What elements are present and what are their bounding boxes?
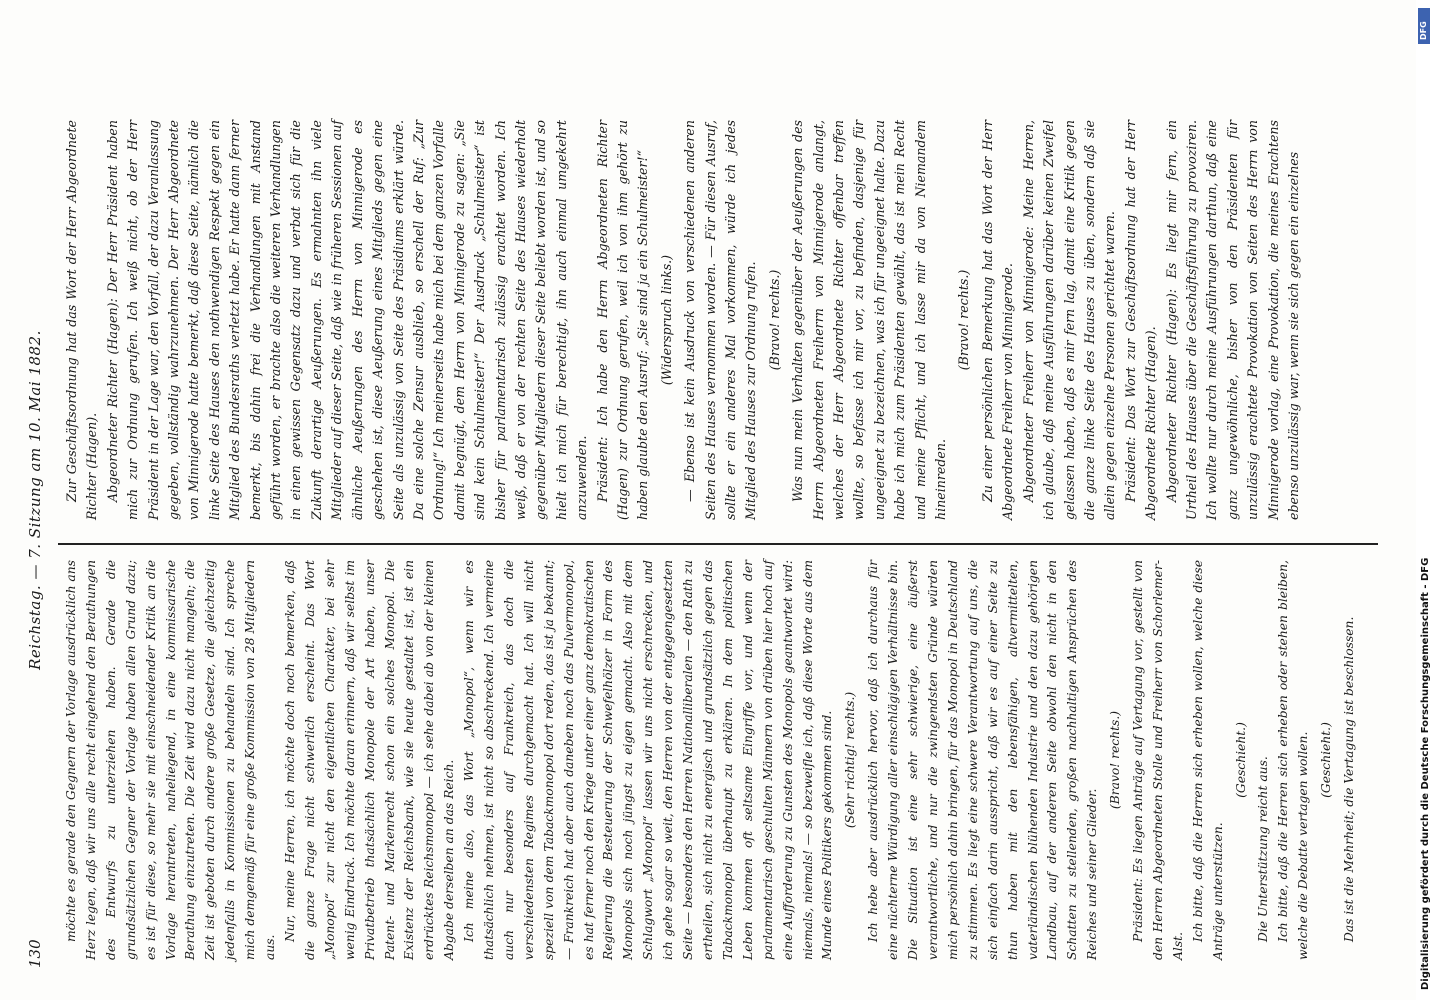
paragraph: Das ist die Mehrheit; die Vertagung ist beschlossen. <box>1342 616 1357 942</box>
paragraph: Die Unterstützung reicht aus. <box>1256 756 1271 942</box>
paragraph: Zur Geschäftsordnung hat das Wort der Herr Abgeordnete Richter (Hagen). <box>64 120 100 520</box>
paragraph: möchte es gerade den Gegnern der Vorlage ausdrücklich ans Herz legen, daß wir uns alle recht eingehend den Berathungen des Entwurfs zu unterziehen haben. Gerade die grundsätzlichen Gegner der Vorlage haben allen Grund dazu; es ist für diese, so mehr sie mit einschneidender Kritik an die Vorlage herantreten, naheliegend, in eine kommissarische Berathung einzutreten. Die Zeit wird dazu nicht mangeln; die Zeit ist geboten durch andere große Gesetze, die gleichzeitig jedenfalls in Kommissionen zu behandeln sind. Ich spreche mich demgemäß für eine große Kommission von 28 Mitgliedern aus. <box>64 560 278 960</box>
paragraph: Ich meine also, das Wort „Monopol“, wenn wir es thatsächlich nehmen, ist nicht so abschreckend. Ich vermeine auch nur besonders auf Frankreich, das doch die verschiedensten Regimes durchgemacht hat. Ich will nicht speziell von dem Tabackmonopol dort reden, das ist ja bekannt; — Frankreich hat aber auch daneben noch das Pulvermonopol, es hat ferner noch den Kriege unter einer ganz demokratischen Regierung die Besteuerung der Schwefelhölzer in Form des Monopols sich noch jüngst zu eigen gemacht. Also mit dem Schlagwort „Monopol“ lassen wir uns nicht erschrecken, und ich gehe sogar so weit, den Herren von der entgegengesetzten Seite — besonders den Herren Nationalliberalen — den Rath zu ertheilen, sich nicht zu energisch und grundsätzlich gegen das Tabackmonopol überhaupt zu erklären. In dem politischen Leben kommen oft seltsame Eingriffe vor, und wenn der parlamentarisch geschulten Männern von drüben hier hoch auf eine Aufforderung zu Gunsten des Monopols geantwortet wird: niemals, niemals! — so bezweifle ich, daß diese Worte aus dem Munde eines Politikers gekommen sind. <box>462 560 835 960</box>
interjection: (Bravo! rechts.) <box>956 269 972 371</box>
page-header <box>26 30 50 970</box>
interjection: (Bravo! rechts.) <box>1108 710 1123 810</box>
dfg-logo: DFG <box>1418 8 1430 44</box>
paragraph: Abgeordneter Richter (Hagen): Es liegt mir fern, ein Urtheil des Hauses über die Geschäftsführung zu provoziren. Ich wollte nur durch meine Ausführungen darthun, daß eine ganz ungewöhnliche, bisher von den Präsidenten für unzulässig erachtete Provokation von Seiten des Herrn von Minnigerode vorlag, eine Provokation, die meines Erachtens ebenso unzulässig war, wenn sie sich gegen ein einzelnes <box>1163 120 1301 520</box>
right-column <box>62 120 1304 520</box>
column-divider <box>58 543 1378 545</box>
paragraph: Präsident: Es liegen Anträge auf Vertagung vor, gestellt von den Herren Abgeordneten Stolle und Freiherr von Schorlemer-Alst. <box>1131 560 1185 960</box>
interjection: (Geschieht.) <box>1319 722 1334 798</box>
interjection: (Bravo! rechts.) <box>766 269 782 371</box>
paragraph: Ich bitte, daß die Herren sich erheben wollen, welche diese Anträge unterstützen. <box>1190 560 1225 960</box>
interjection: (Sehr richtig! rechts.) <box>843 691 858 829</box>
paragraph: Zu einer persönlichen Bemerkung hat das Wort der Herr Abgeordnete Freiherr von Minnigerode. <box>979 120 1016 520</box>
paragraph: Nur, meine Herren, ich möchte doch noch bemerken, daß die ganze Frage nicht schwerlich erscheint. Das Wort „Monopol“ zur nicht den eigentlichen Charakter, bei sehr wenig Eindruck. Ich möchte daran erinnern, daß wir selbst im Privatbetrieb thatsächlich Monopole der Art haben, unser Patent- und Markenrecht schon ein solches Monopol. Die Existenz der Reichsbank, wie sie heute gestaltet ist, ist ein erdrücktes Reichsmonopol — ich sehe dabei ab von der kleinen Abgabe derselben an das Reich. <box>282 560 457 960</box>
paragraph: Ich bitte, daß die Herren sich erheben oder stehen bleiben, welche die Debatte vertagen wollen. <box>1276 560 1311 960</box>
funding-notice: Digitalisierung gefördert durch die Deutsche Forschungsgemeinschaft - DFG <box>1420 557 1431 990</box>
paragraph: Abgeordneter Richter (Hagen): Der Herr Präsident haben mich zur Ordnung gerufen. Ich weiß nicht, ob der Herr Präsident in der Lage war, den Vorfall, der dazu Veranlassung gegeben, vollständig wahrzunehmen. Der Herr Abgeordnete von Minnigerode hatte bemerkt, daß diese Seite, nämlich die linke Seite des Hauses den nothwendigen Respekt gegen ein Mitglied des Bundesraths verletzt habe. Er hatte dann ferner bemerkt, bis dahin frei die Verhandlungen mit Anstand geführt worden, er brachte also die weiteren Verhandlungen in einen gewissen Gegensatz dazu und verbat sich für die Zukunft derartige Aeußerungen. Es ermahnten ihn viele Mitglieder auf dieser Seite, daß wie in früheren Sessionen auf ähnliche Aeußerungen des Herrn von Minnigerode es geschehen ist, diese Aeußerung eines Mitglieds gegen eine Seite als unzulässig von Seite des Präsidiums erklärt würde. Da eine solche Zensur ausblieb, so erschell der Ruf: „Zur Ordnung!“ Ich meinerseits habe mich bei dem ganzen Vorfalle damit begnügt, dem Herrn von Minnigerode zu sagen: „Sie sind kein Schulmeister!“ Der Ausdruck „Schulmeister“ ist bisher für parlamentarisch zulässig erachtet worden. Ich weiß, daß er von der rechten Seite des Hauses wiederholt gegenüber Mitgliedern dieser Seite beliebt worden ist, und so hielt ich mich für berechtigt, ihn auch einmal umgekehrt anzuwenden. <box>104 120 590 520</box>
paragraph: Abgeordneter Freiherr von Minnigerode: Meine Herren, ich glaube, daß meine Ausführungen darüber keinen Zweifel gelassen haben, daß es mir fern lag, damit eine Kritik gegen die ganze linke Seite des Hauses zu üben, sondern daß sie allein gegen einzelne Personen gerichtet waren. <box>1020 120 1118 520</box>
paragraph: Präsident: Ich habe den Herrn Abgeordneten Richter (Hagen) zur Ordnung gerufen, weil ich von ihm gehört zu haben glaubte den Ausruf: „Sie sind ja ein Schulmeister!“ <box>594 120 651 520</box>
page-number: 130 <box>26 939 44 968</box>
paragraph: Was nun mein Verhalten gegenüber der Aeußerungen des Herrn Abgeordneten Freiherrn von Minnigerode anlangt, welches der Herr Abgeordnete Richter offenbar treffen wollte, so befasse ich mir vor, zu befinden, dasjenige für ungeeignet zu bezeichnen, was ich für ungeeignet halte. Dazu habe ich mich zum Präsidenten gewählt, das ist mein Recht und meine Pflicht, und ich lasse mir da von Niemandem hineinreden. <box>790 120 949 520</box>
paragraph: Präsident: Das Wort zur Geschäftsordnung hat der Herr Abgeordnete Richter (Hagen). <box>1122 120 1159 520</box>
paragraph: — Ebenso ist kein Ausdruck von verschiedenen anderen Seiten des Hauses vernommen worden. — Für diesen Ausruf, sollte er ein anderes Mal vorkommen, würde ich jedes Mitglied des Hauses zur Ordnung rufen. <box>682 120 759 520</box>
running-title: Reichstag. — 7. Sitzung am 10. Mai 1882. <box>26 330 44 670</box>
interjection: (Widerspruch links.) <box>658 254 674 386</box>
left-column <box>62 560 1360 960</box>
interjection: (Geschieht.) <box>1233 722 1248 798</box>
paragraph: Ich hebe aber ausdrücklich hervor, daß ich durchaus für eine nüchterne Würdigung aller einschlägigen Verhältnisse bin. Die Situation ist eine sehr schwierige, eine äußerst verantwortliche, und nur die zwingendsten Gründe würden mich persönlich dahin bringen, für das Monopol in Deutschland zu stimmen. Es liegt eine schwere Verantwortung auf uns, die sich einfach darin ausspricht, daß wir es auf einer Seite zu thun haben mit den lebensfähigen, altvermittelten, vaterländischen blühenden Industrie und den dazu gehörigen Landbau, auf der anderen Seite obwohl den nicht in den Schatten zu stellenden, großen nachhaltigen Ansprüchen des Reiches und seiner Glieder. <box>866 560 1100 960</box>
